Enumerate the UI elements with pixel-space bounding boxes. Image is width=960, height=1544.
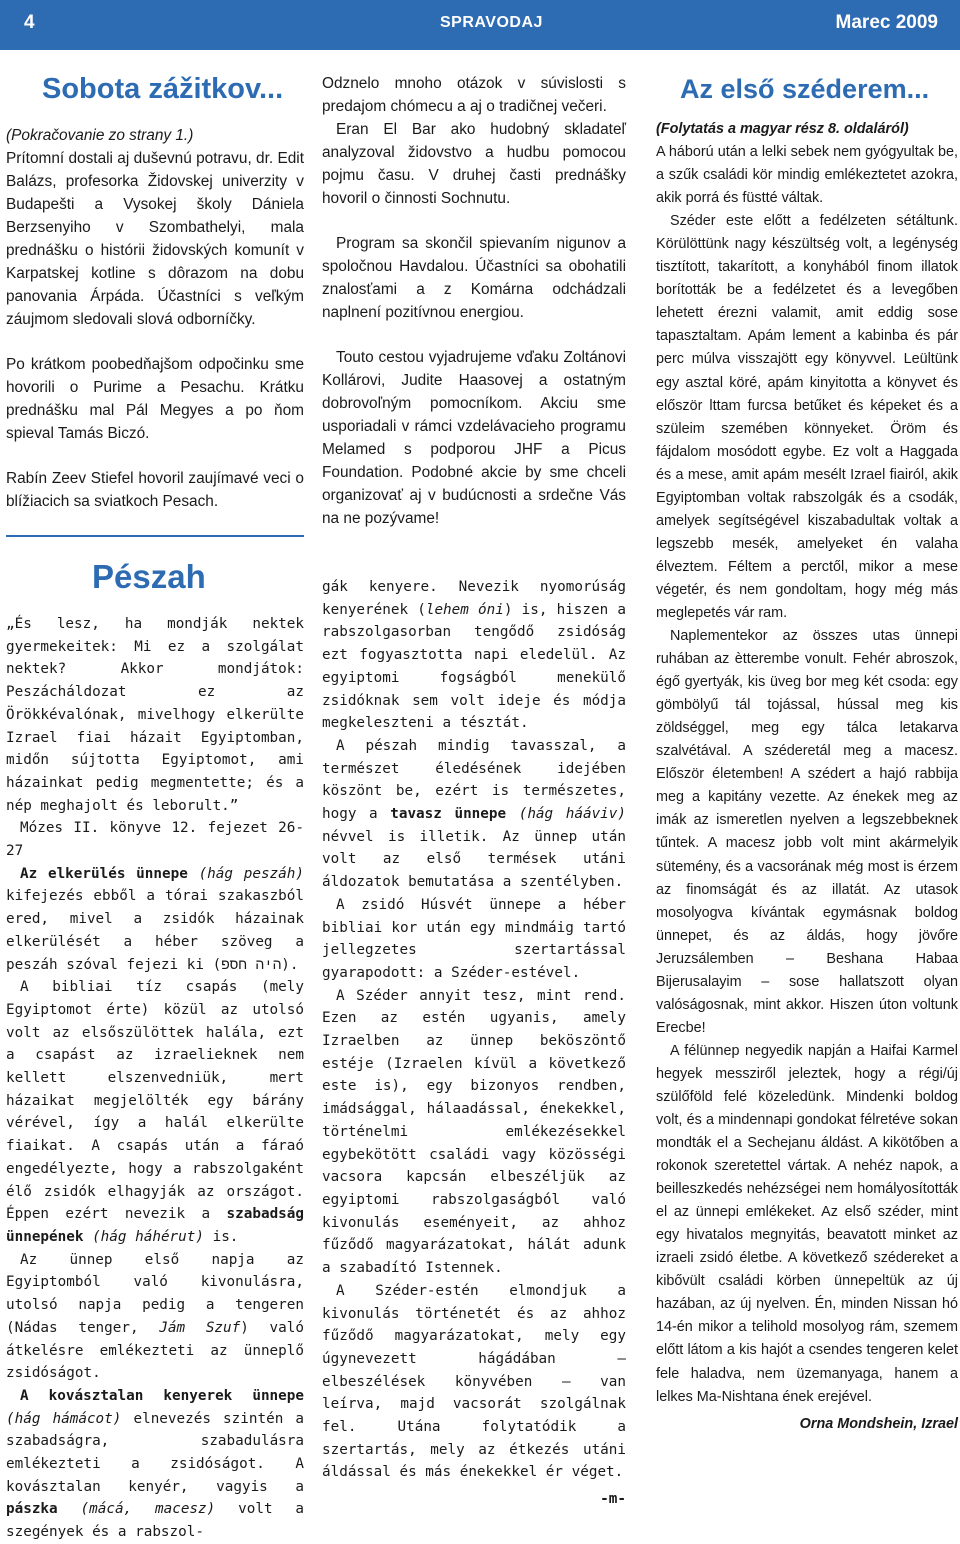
page-number: 4: [24, 12, 35, 33]
quote: „És lesz, ha mondják nektek gyermekeitek: Mi ez a szolgálat nektek? Akkor mondjátok: Peszácháldozat ez az Örökkévalónak, mivelhogy elkerülte Izrael fiai házait Egyiptomban, midőn sújtotta Egyiptomot, ami házainkat pedig megmentette; és a nép meghajolt és leborult.”: [6, 616, 304, 814]
text: A bibliai tíz csapás (mely Egyiptomot érte) közül az utolsó volt az elsőszülöttek halála, ezt a csapást az izraelieknek nem kellett elszenvedniük, mert házaikat megjelölték egy bárány vérével, így a halál elkerülte fiaikat. A csapás után a fáraó engedélyezte, hogy a rabszolgaként élő zsidók elhagyják az országot. Éppen ezért nevezik a: [6, 979, 304, 1223]
continuation-note: (Folytatás a magyar rész 8. oldaláról): [656, 121, 909, 137]
italic-term: lehem óni: [425, 601, 504, 618]
bold-term: szabadság ünnepének: [6, 1206, 304, 1245]
continuation-note: (Pokračovanie zo strany 1.): [6, 127, 194, 144]
bold-term: pászka: [6, 1501, 58, 1518]
text: névvel is illetik. Az ünnep után volt az első termések utáni áldozatok bemutatása a szentélyben.: [322, 828, 626, 891]
paragraph: A háború után a lelki sebek nem gyógyultak be, a szűk családi kör mindig emlékeztetet azokra, akik porrá és füstté váltak.: [656, 144, 958, 207]
italic-term: (hág peszáh): [198, 865, 305, 882]
italic-term: (mácá, macesz): [80, 1501, 216, 1518]
slovak-text: [6, 124, 304, 513]
paragraph: Po krátkom poobedňajšom odpočinku sme hovorili o Purime a Pesachu. Krátku prednášku mal Pál Megyes a po ňom spieval Tamás Biczó.: [6, 356, 304, 442]
bold-term: tavasz ünnepe: [390, 806, 507, 823]
paragraph: Eran El Bar ako hudobný skladateľ analyzoval židovstvo a hudbu pomocou pojmu času. V druhej časti prednášky hovoril o činnosti Sochnutu.: [322, 121, 626, 207]
hungarian-text: [322, 576, 626, 1511]
italic-term: Jám Szuf: [159, 1319, 241, 1336]
paragraph: A Széder annyit tesz, mint rend. Ezen az estén ugyanis, amely Izraelben az ünnep beköszöntő estéje (Izraelen kívül a következő este is), egy bizonyos rendben, imádsággal, hálaadással, énekekkel, történelmi emlékezésekkel egybekötött családi vagy közösségi vacsora kapcsán elbeszéljük az egyiptomi rabszolgaságból való kivonulás eseményeit, az ahhoz fűződő magyarázatokat, hálát adunk a szabadító Istennek.: [322, 987, 626, 1277]
slovak-text: [322, 72, 626, 530]
paragraph: Rabín Zeev Stiefel hovoril zaujímavé veci o blížiacich sa sviatkoch Pesach.: [6, 470, 304, 510]
paragraph: [6, 1385, 304, 1544]
paragraph: A félünnep negyedik napján a Haifai Karmel hegyek messziről jeleztek, hogy a régi/új szülőföld felé közeledünk. Mindenki boldog volt, és a mindennapi gondokat félretéve sokan mondták el a Sechejanu áldást. A kikötőben a rokonok szeretettel vártak. A nehéz napok, a beilleszkedés nehézségei nem homályosították el az ünnepi emlékeket. Az első széder, mint egy hivatalos megnyitás, beavatott minket az izraeli zsidó életbe. A következő szédereket a kibővült családi körben ünnepeltük az új hazában, az új nyelven. Én, minden Nissan hó 14-én mikor a telihold mosolyog rám, szemem előtt látom a kis hajót a csendes tengeren kelet fele haladva, nem üzemanyaga, hanem a lelkes Ma-Nishtana ének erejével.: [656, 1042, 958, 1405]
article-title: Sobota zážitkov...: [42, 73, 284, 105]
paragraph: Széder este előtt a fedélzeten sétáltunk. Körülöttünk nagy készültség volt, a legénység tisztított, takarított, a konyhából finom illatok borították be a fedélzetet és a levegőben lehetett érezni valamit, amit eddig sose tapasztaltam. Apám lement a kabinba és pár perc múlva visszajött egy könyvvel. Leültünk egy asztal köré, apám kinyitotta a könyvet és először lttam furcsa betűket és képeket és a szüleim szemében könnyeket. Öröm és fájdalom mosódott egybe. Ez volt a Haggada és a mese, amit apám mesélt Izrael fiairól, akik Egyiptomban voltak rabszolgák és a csodák, amelyek segítségével kiszabadultak voltak a legszebb mesék, amelyeket én valaha élveztem. Féltem a perctől, mikor a mese végetér, és nem gondoltam, hogy még más meglepetés vár ram.: [656, 213, 958, 621]
bold-term: Az elkerülés ünnepe: [20, 865, 188, 882]
italic-term: (hág hááviv): [518, 806, 626, 823]
author-signature: -m-: [600, 1491, 626, 1508]
hungarian-text: [6, 613, 304, 1544]
text: A pészah mindig tavasszal, a természet éledésének idejében köszönt be, ezért is természetes, hogy a: [322, 737, 626, 823]
author-signature: Orna Mondshein, Izrael: [799, 1415, 958, 1432]
paragraph: [6, 976, 304, 1248]
page-header: [0, 0, 960, 50]
text: ) való átkelésre emlékezteti az ünneplő zsidóságot.: [6, 1319, 304, 1382]
italic-term: (hág háhérut): [92, 1228, 204, 1245]
text: volt a szegények és a rabszol-: [6, 1501, 305, 1541]
paragraph: A zsidó Húsvét ünnepe a héber bibliai kor után egy mindmáig tartó jellegzetes szertartással gyarapodott: a Széder-estével.: [322, 896, 626, 981]
bold-term: A kovásztalan kenyerek ünnepe: [20, 1387, 304, 1404]
issue-date: Marec 2009: [835, 12, 938, 33]
column-left: [6, 72, 304, 1544]
text: is.: [212, 1228, 239, 1245]
paragraph: Naplementekor az összes utas ünnepi ruhában az ètterembe vonult. Fehér abroszok, égő gyertyák, kis üveg bor meg két csoda: egy gömbölyű tál tojással, hússal meg kis zöldséggel, meg egy tálca letakarva szalvétával. A széderetál meg a macesz. Először életemben! A szédert a hajó rabbija meg a kapitány vezette. Az énekek meg az imák az ismeretlen nyelven a legszebbeknek tűntek. A macesz jobb volt mint akármelyik sütemény, és a vacsorának még most is érzem az finomságát és az illatát. Az utasok mosolyogva kívántak egymásnak boldog ünnepet, és az áldás, hogy jövőre Jeruzsálemben – Beshana Habaa Bijerusalayim – sose hallatszott olyan valóságosnak, mint akkor. Hiszen úton voltunk Erecbe!: [656, 628, 958, 1036]
magazine-name: SPRAVODAJ: [440, 14, 543, 31]
paragraph: Program sa skončil spievaním nigunov a spoločnou Havdalou. Účastníci sa obohatili znalosťami a z Komárna odchádzali naplnení pozitívnou energiou.: [322, 235, 626, 321]
paragraph: Prítomní dostali aj duševnú potravu, dr. Edit Balázs, profesorka Židovskej univerzity v Budapešti a Vysokej školy Dániela Berzsenyiho v Szombathelyi, mala prednášku o histórii židovských komunít v Karpatskej kotline s dôrazom na dobu panovania Árpáda. Účastníci s veľkým záujmom sledovali slová odborníčky.: [6, 150, 304, 328]
paragraph: [6, 1249, 304, 1385]
paragraph: Odznelo mnoho otázok v súvislosti s predajom chómecu a aj o tradičnej večeri.: [322, 75, 626, 115]
italic-term: (hág hámácot): [6, 1410, 122, 1427]
paragraph: [322, 576, 626, 735]
paragraph: Touto cestou vyjadrujeme vďaku Zoltánovi Kollárovi, Judite Haasovej a ostatným dobrovoľným pomocníkom. Akciu sme usporiadali v rámci vzdelávacieho programu Melamed s podporou JHF a Picus Foundation. Podobné akcie by sme chceli organizovať aj v budúcnosti a srdečne Vás na ne pozývame!: [322, 349, 626, 527]
column-middle: [322, 72, 626, 1511]
text: ) is, hiszen a rabszolgasorban tengődő zsidóság ezt fogyasztotta napi eledelül. Az egyiptomi fogságból menekülő zsidóknak sem volt ideje és módja megkeleszteni a tésztát.: [322, 601, 626, 732]
text: Az ünnep első napja az Egyiptomból való kivonulásra, utolsó napja pedig a tengeren (Nádas tenger,: [6, 1251, 304, 1336]
text: gák kenyere. Nevezik nyomorúság kenyerének (: [322, 579, 626, 618]
paragraph: [322, 735, 626, 894]
section-title: Pészah: [92, 558, 206, 595]
text: kifejezés ebből a tórai szakaszból ered, mivel a zsidók házainak elkerülését a héber szöveg a peszáh szóval fejezi ki (היה חספ).: [6, 888, 304, 973]
text: elnevezés szintén a szabadságra, szabadulásra emlékezteti a zsidóságot. A kovásztalan kenyér, vagyis a: [6, 1410, 304, 1495]
paragraph: A Széder-estén elmondjuk a kivonulás történetét és az ahhoz fűződő magyarázatokat, mely egy úgynevezett hágádában – elbeszélések könyvében – van leírva, majd vacsorát szolgálnak fel. Utána folytatódik a szertartás, mely az étkezés utáni áldással és más énekekkel ér véget.: [322, 1282, 626, 1481]
column-right: [656, 72, 958, 1436]
article-title: Az első széderem...: [680, 74, 930, 104]
quote-reference: Mózes II. könyve 12. fejezet 26-27: [6, 820, 304, 860]
section-divider: [6, 535, 304, 537]
paragraph: [6, 863, 304, 977]
